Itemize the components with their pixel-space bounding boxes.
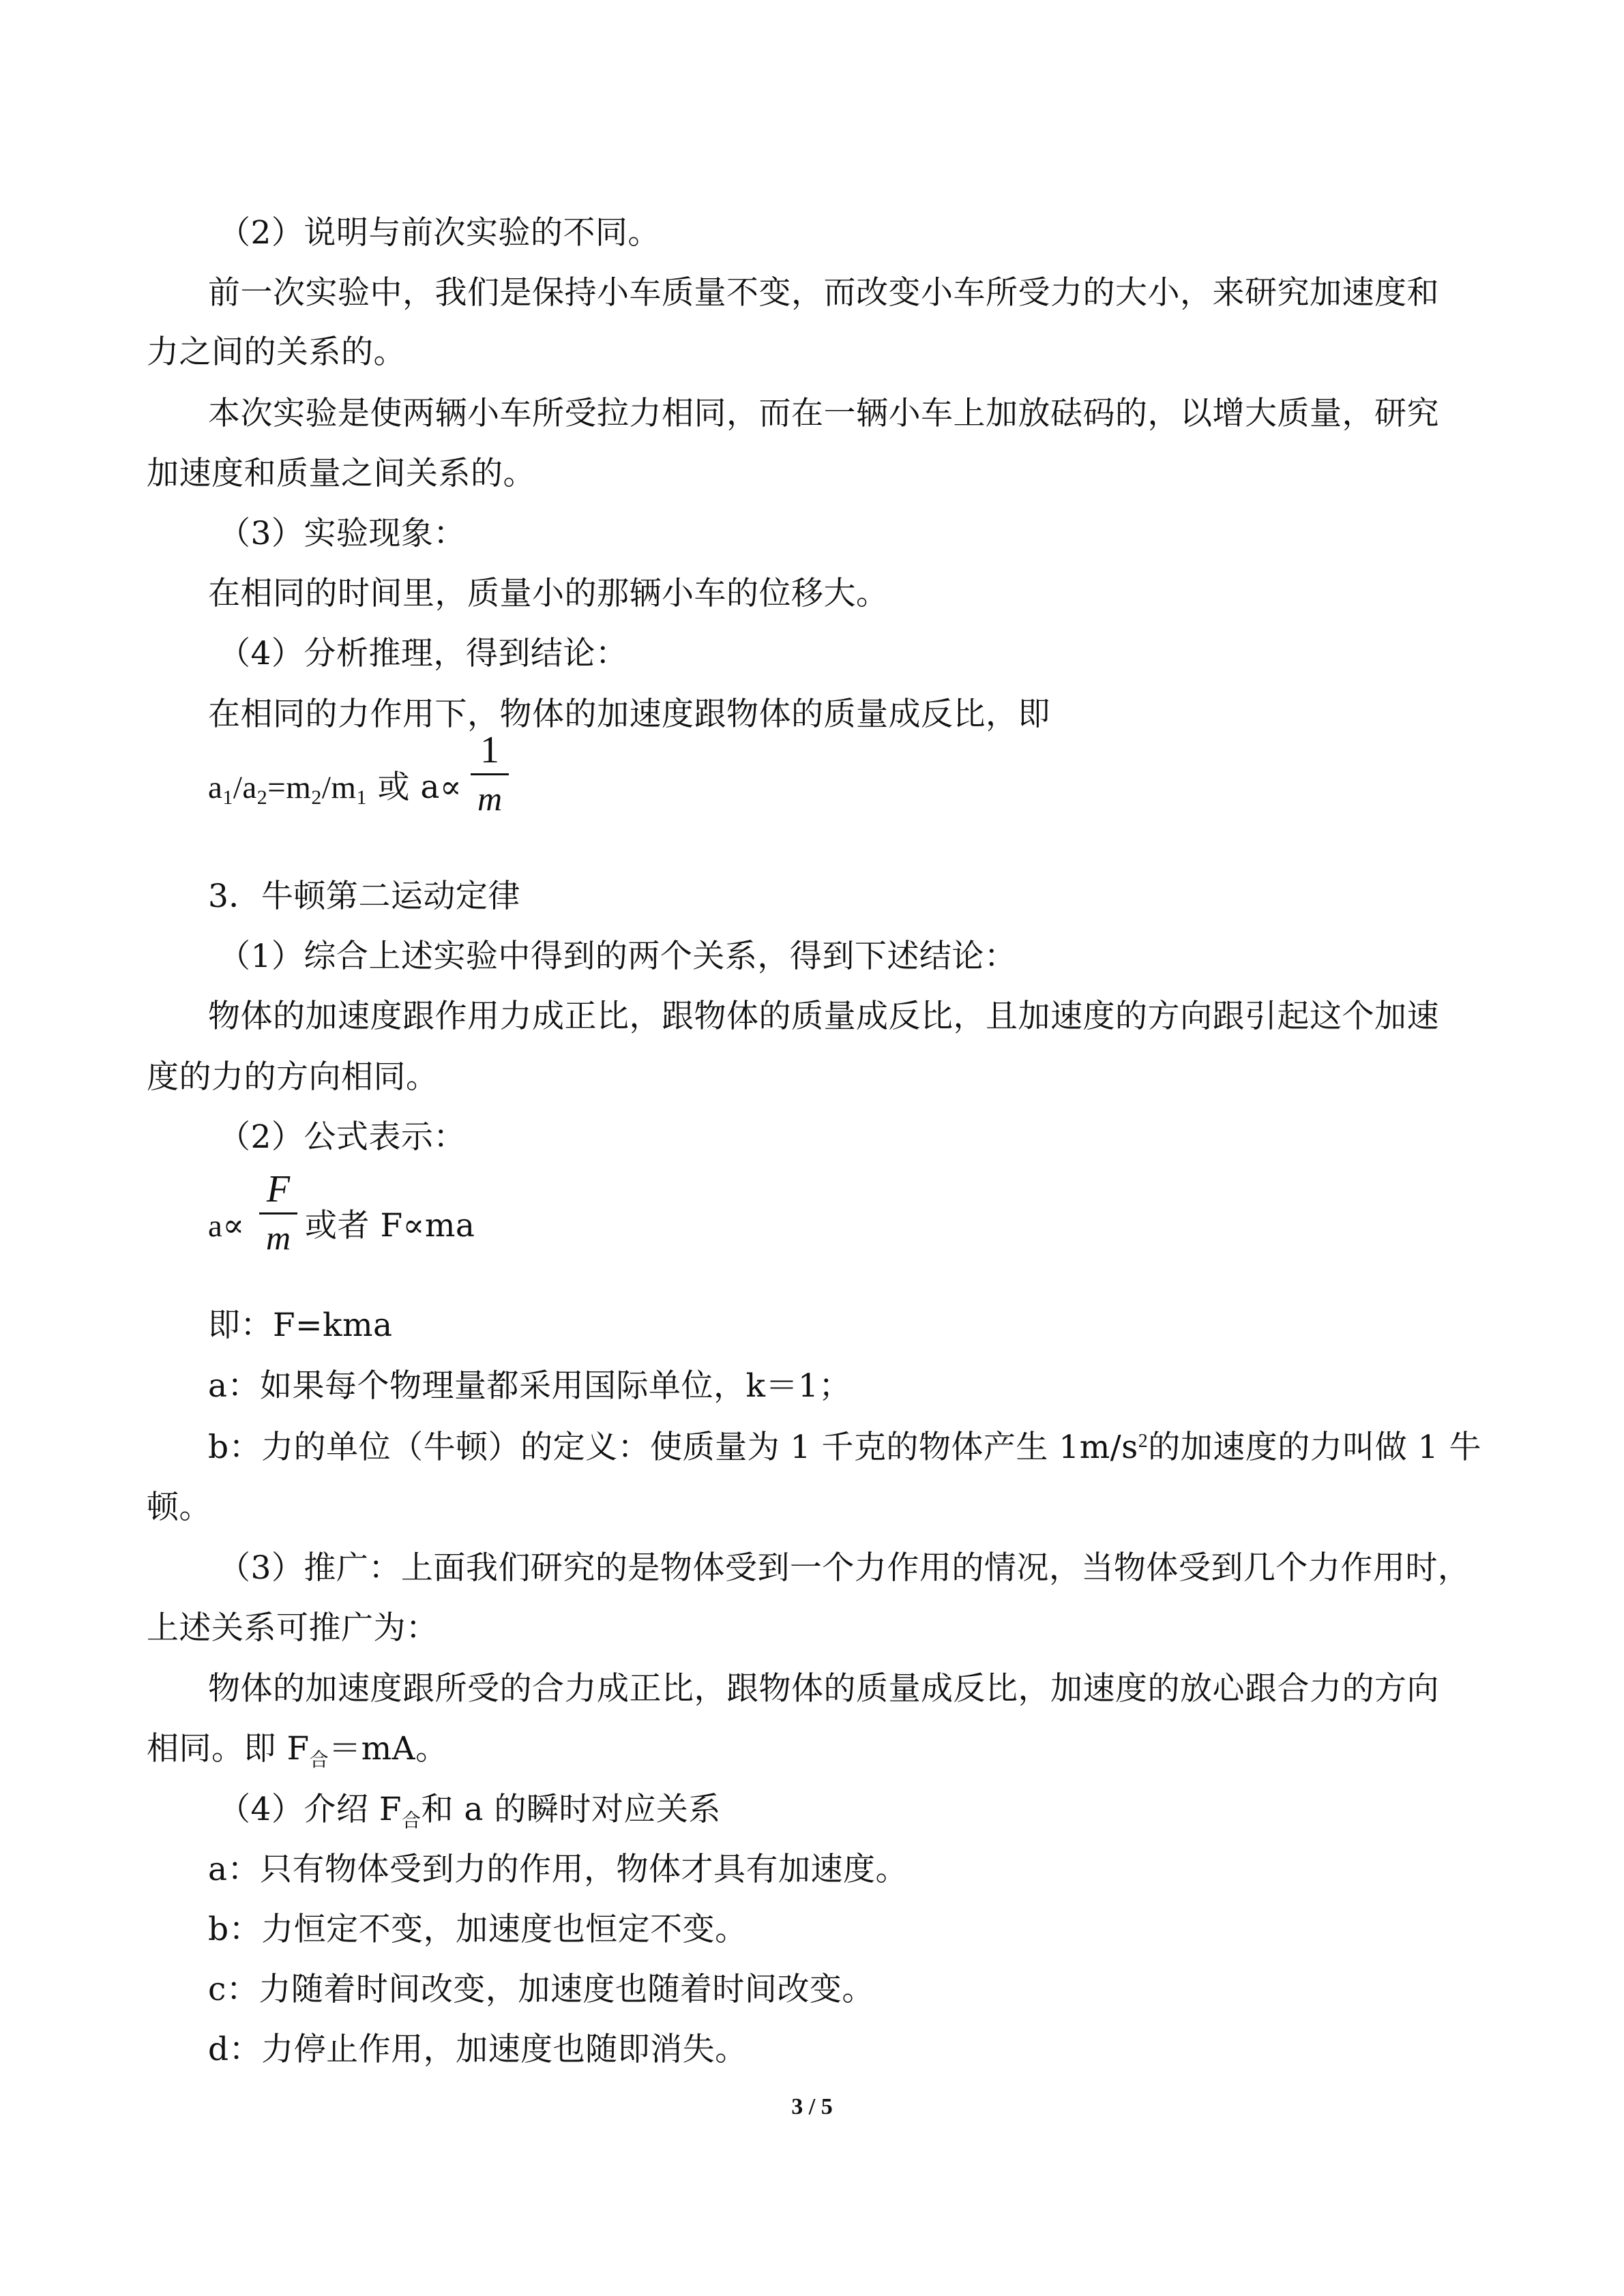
- text-line: 物体的加速度跟所受的合力成正比，跟物体的质量成反比，加速度的放心跟合力的方向: [208, 1670, 1439, 1708]
- text-line: 力之间的关系的。: [147, 333, 406, 371]
- superscript: 2: [1138, 1431, 1149, 1452]
- text-line: 即：F=kma: [208, 1307, 393, 1344]
- text-segment: 相同。即 F: [147, 1730, 310, 1768]
- fraction-bar: [471, 773, 509, 775]
- subscript: 合: [401, 1809, 422, 1832]
- text-line-instantaneous: [218, 1789, 721, 1834]
- formula-newton-proportion: [208, 1206, 245, 1247]
- text-segment: 和 a 的瞬时对应关系: [421, 1791, 721, 1828]
- text-line: d：力停止作用，加速度也随即消失。: [208, 2031, 748, 2068]
- formula-part: /a: [233, 770, 257, 805]
- text-line: a：只有物体受到力的作用，物体才具有加速度。: [208, 1851, 909, 1888]
- formula-part: 或者 F∝ma: [305, 1207, 475, 1244]
- formula-subscript: 1: [222, 786, 233, 809]
- fraction-denominator: m: [477, 779, 503, 818]
- text-line: 本次实验是使两辆小车所受拉力相同，而在一辆小车上加放砝码的，以增大质量，研究: [208, 395, 1439, 432]
- text-line: 顿。: [147, 1489, 211, 1526]
- text-line: 上述关系可推广为：: [147, 1609, 439, 1647]
- formula-subscript: 2: [311, 786, 322, 809]
- formula-subscript: 2: [256, 786, 268, 809]
- text-line: （3）推广：上面我们研究的是物体受到一个力作用的情况，当物体受到几个力作用时，: [218, 1549, 1471, 1587]
- section-heading: 3．牛顿第二运动定律: [208, 878, 520, 915]
- fraction-bar: [259, 1212, 297, 1214]
- formula-part: a∝: [208, 1208, 245, 1244]
- formula-part: /m: [321, 770, 357, 805]
- text-line: 在相同的力作用下，物体的加速度跟物体的质量成反比，即: [208, 696, 1050, 733]
- text-line: a：如果每个物理量都采用国际单位，k＝1；: [208, 1367, 851, 1405]
- fraction-one-over-m: [471, 728, 509, 819]
- text-line: 物体的加速度跟作用力成正比，跟物体的质量成反比，且加速度的方向跟引起这个加速: [208, 998, 1439, 1035]
- text-segment: 的加速度的力叫做 1 牛: [1148, 1429, 1482, 1466]
- text-line: （2）说明与前次实验的不同。: [218, 214, 660, 252]
- text-segment: b：力的单位（牛顿）的定义：使质量为 1 千克的物体产生 1m/s: [208, 1429, 1138, 1466]
- fraction-numerator: F: [266, 1168, 291, 1210]
- text-line: c：力随着时间改变，加速度也随着时间改变。: [208, 1971, 874, 2008]
- formula-inverse-proportion: [208, 767, 462, 812]
- text-line: （2）公式表示：: [218, 1118, 466, 1156]
- text-line: b：力恒定不变，加速度也恒定不变。: [208, 1911, 748, 1948]
- page-number: 3 / 5: [791, 2094, 833, 2119]
- formula-subscript: 1: [356, 786, 367, 809]
- fraction-denominator: m: [265, 1219, 291, 1257]
- text-line: （3）实验现象：: [218, 515, 466, 552]
- text-line: （4）分析推理，得到结论：: [218, 635, 628, 672]
- text-line: 前一次实验中，我们是保持小车质量不变，而改变小车所受力的大小，来研究加速度和: [208, 274, 1439, 312]
- fraction-f-over-m: [259, 1167, 297, 1258]
- text-line: 加速度和质量之间关系的。: [147, 455, 535, 492]
- text-segment: （4）介绍 F: [218, 1791, 402, 1828]
- text-segment: ＝mA。: [329, 1730, 448, 1768]
- formula-part: a: [208, 770, 223, 805]
- subscript: 合: [309, 1748, 329, 1771]
- fraction-numerator: 1: [480, 729, 499, 771]
- formula-part: =m: [267, 770, 312, 805]
- text-line: 度的力的方向相同。: [147, 1058, 439, 1096]
- text-line: 在相同的时间里，质量小的那辆小车的位移大。: [208, 575, 889, 612]
- text-line-net-force: [147, 1729, 448, 1774]
- formula-part: 或 a∝: [377, 769, 462, 806]
- text-line-unit-definition: [208, 1427, 1481, 1473]
- text-line: （1）综合上述实验中得到的两个关系，得到下述结论：: [218, 938, 1017, 975]
